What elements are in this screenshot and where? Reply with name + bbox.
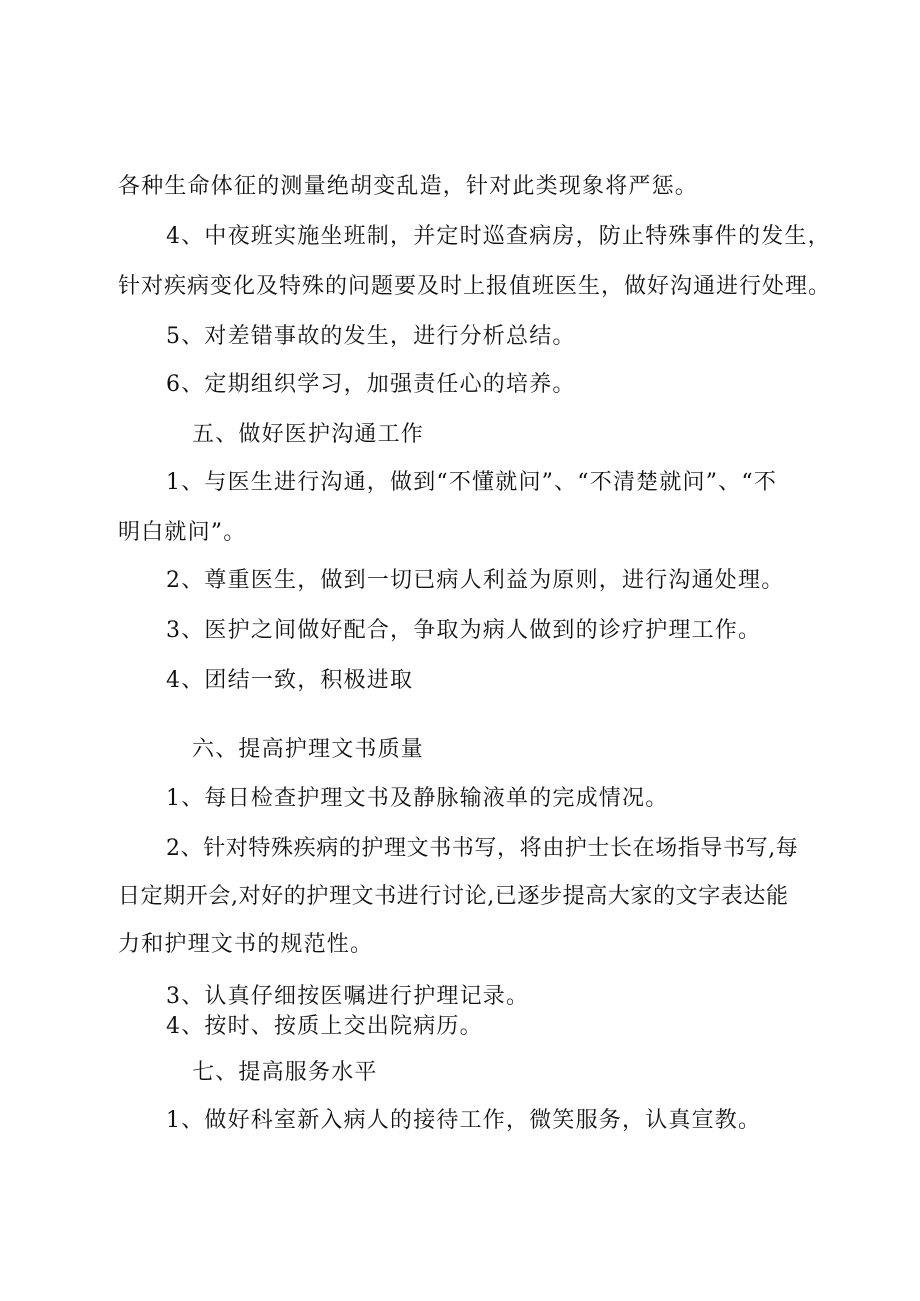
list-item-6: 6、定期组织学习，加强责任心的培养。 [166,372,576,397]
text-line: 力和护理文书的规范性。 [118,932,374,957]
section-heading-6: 六、提高护理文书质量 [192,737,425,762]
list-item-2: 2、尊重医生，做到一切已病人利益为原则，进行沟通处理。 [166,568,785,593]
section-heading-7: 七、提高服务水平 [192,1060,378,1085]
text-line: 针对疾病变化及特殊的问题要及时上报值班医生，做好沟通进行处理。 [118,274,832,299]
list-item-5: 5、对差错事故的发生，进行分析总结。 [166,324,576,349]
list-item-1: 1、每日检查护理文书及静脉输液单的完成情况。 [166,786,669,811]
text-line: 明白就问”。 [118,520,247,545]
list-item-2: 2、针对特殊疾病的护理文书书写，将由护士长在场指导书写,每 [166,836,799,861]
list-item-4: 4、按时、按质上交出院病历。 [166,1014,483,1039]
list-item-3: 3、医护之间做好配合，争取为病人做到的诊疗护理工作。 [166,618,762,643]
list-item-1: 1、做好科室新入病人的接待工作，微笑服务，认真宣教。 [166,1108,762,1133]
list-item-4: 4、团结一致，积极进取 [166,668,414,693]
text-line: 各种生命体征的测量绝胡变乱造，针对此类现象将严惩。 [118,174,699,199]
list-item-3: 3、认真仔细按医嘱进行护理记录。 [166,984,530,1009]
list-item-4: 4、中夜班实施坐班制，并定时巡查病房，防止特殊事件的发生， [166,224,831,249]
text-line: 日定期开会,对好的护理文书进行讨论,已逐步提高大家的文字表达能 [118,884,789,909]
section-heading-5: 五、做好医护沟通工作 [192,422,425,447]
list-item-1: 1、与医生进行沟通，做到“不懂就问”、“不清楚就问”、“不 [166,470,778,495]
